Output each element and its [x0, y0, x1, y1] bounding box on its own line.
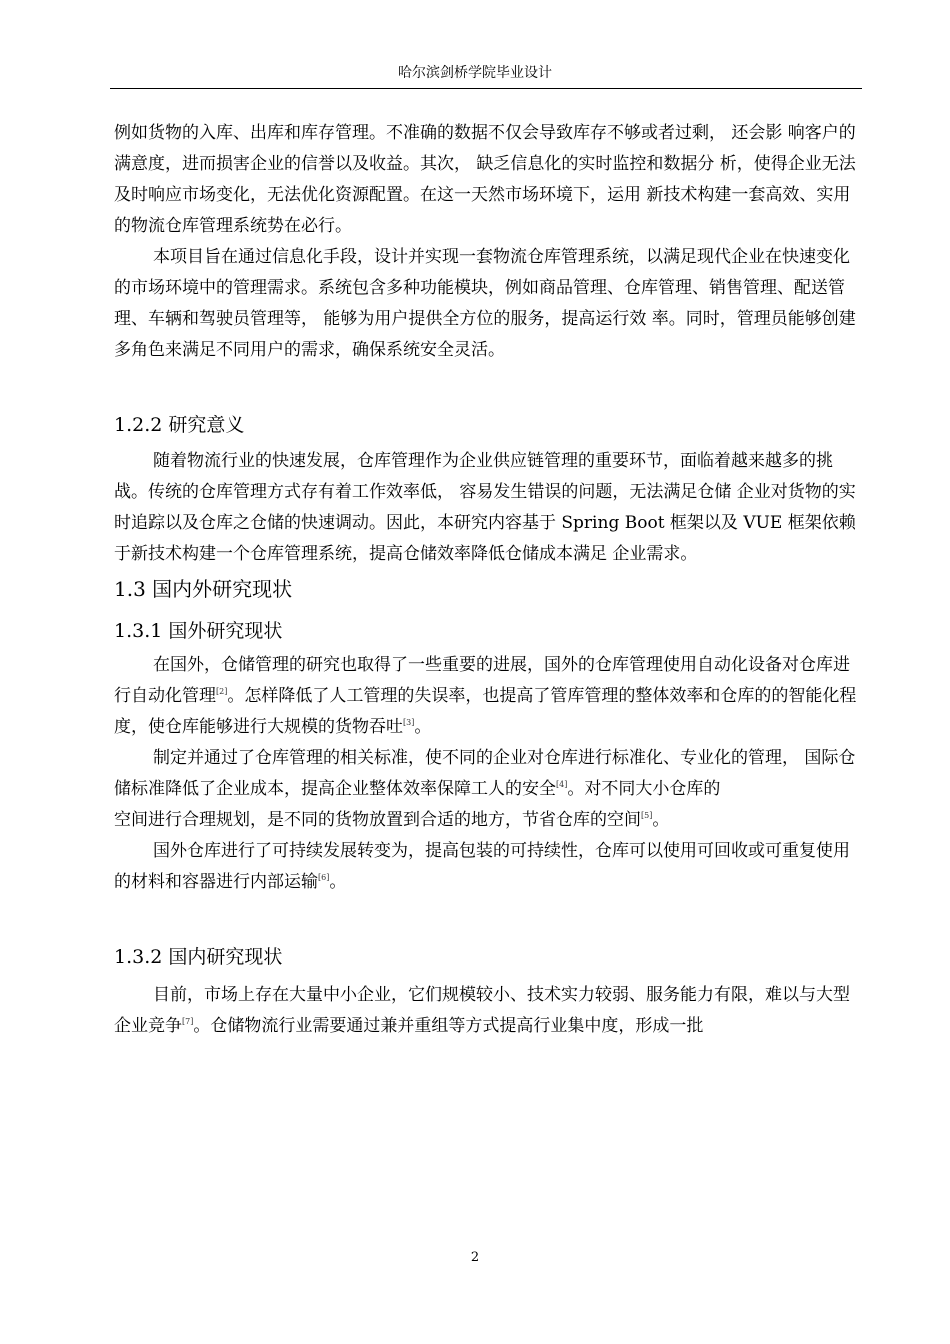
text-segment: 。对不同大小仓库的 — [567, 779, 721, 799]
text-segment: 。 — [414, 717, 432, 737]
heading-1-2-2: 1.2.2 研究意义 — [114, 414, 245, 436]
header-rule — [110, 88, 862, 89]
text-segment: 空间进行合理规划，是不同的货物放置到合适的地方，节省仓库的空间 — [114, 810, 641, 830]
page-body — [114, 118, 862, 1042]
heading-1-3: 1.3 国内外研究现状 — [114, 577, 293, 601]
text-segment: 。仓储物流行业需要通过兼并重组等方式提高行业集中度，形成一批 — [193, 1016, 704, 1036]
paragraph-foreign-automation — [114, 650, 862, 743]
citation-ref: [6] — [318, 873, 330, 882]
paragraph-project-goal: 本项目旨在通过信息化手段，设计并实现一套物流仓库管理系统，以满足现代企业在快速变化的市场环境中的管理需求。系统包含多种功能模块，例如商品管理、仓库管理、销售管理、配送管理、车辆和驾驶员管理等， 能够为用户提供全方位的服务，提高运行效 率。同时，管理员能够创建多角色来满足不同用户的需求，确保系统安全灵活。 — [114, 247, 856, 360]
paragraph-research-significance: 随着物流行业的快速发展，仓库管理作为企业供应链管理的重要环节，面临着越来越多的挑战。传统的仓库管理方式存有着工作效率低， 容易发生错误的问题，无法满足仓储 企业对货物的实时追踪以及仓库之仓储的快速调动。因此，本研究内容基于 Spring Boot 框架以及 VUE 框架依赖于新技术构建一个仓库管理系统，提高仓储效率降低仓储成本满足 企业需求。 — [114, 451, 856, 564]
text-segment: 目前，市场上存在大量中小企业，它们规模较小、技术实力较弱、服务能力有限，难以与大型企业竞争 — [114, 985, 850, 1036]
text-segment: 。 — [652, 810, 670, 830]
citation-ref: [2] — [216, 687, 228, 696]
citation-ref: [5] — [641, 811, 653, 820]
text-segment: 。 — [329, 872, 347, 892]
heading-1-3-2: 1.3.2 国内研究现状 — [114, 946, 283, 968]
text-segment: 国外仓库进行了可持续发展转变为，提高包装的可持续性，仓库可以使用可回收或可重复使用的材料和容器进行内部运输 — [114, 841, 850, 892]
text-segment: 。怎样降低了人工管理的失误率，也提高了管库管理的整体效率和仓库的的智能化程度，使仓库能够进行大规模的货物吞吐 — [114, 686, 857, 737]
paragraph-foreign-space — [114, 805, 862, 836]
text-segment: 在国外，仓储管理的研究也取得了一些重要的进展，国外的仓库管理使用自动化设备对仓库进行自动化管理 — [114, 655, 850, 706]
citation-ref: [4] — [556, 780, 568, 789]
paragraph-foreign-sustainability — [114, 836, 862, 898]
citation-ref: [3] — [403, 718, 415, 727]
page-number: 2 — [470, 1250, 480, 1265]
page-header: 哈尔滨剑桥学院毕业设计 — [398, 65, 552, 81]
paragraph-continuation: 例如货物的入库、出库和库存管理。不准确的数据不仅会导致库存不够或者过剩， 还会影 响客户的满意度，进而损害企业的信誉以及收益。其次， 缺乏信息化的实时监控和数据分 析，使得企业无法及时响应市场变化，无法优化资源配置。在这一天然市场环境下，运用 新技术构建一套高效、实用的物流仓库管理系统势在必行。 — [114, 123, 856, 236]
paragraph-foreign-standards — [114, 743, 862, 805]
citation-ref: [7] — [182, 1017, 194, 1026]
text-segment: 制定并通过了仓库管理的相关标准，使不同的企业对仓库进行标准化、专业化的管理， 国际仓储标准降低了企业成本，提高企业整体效率保障工人的安全 — [114, 748, 856, 799]
paragraph-domestic-status — [114, 980, 862, 1042]
heading-1-3-1: 1.3.1 国外研究现状 — [114, 620, 283, 642]
